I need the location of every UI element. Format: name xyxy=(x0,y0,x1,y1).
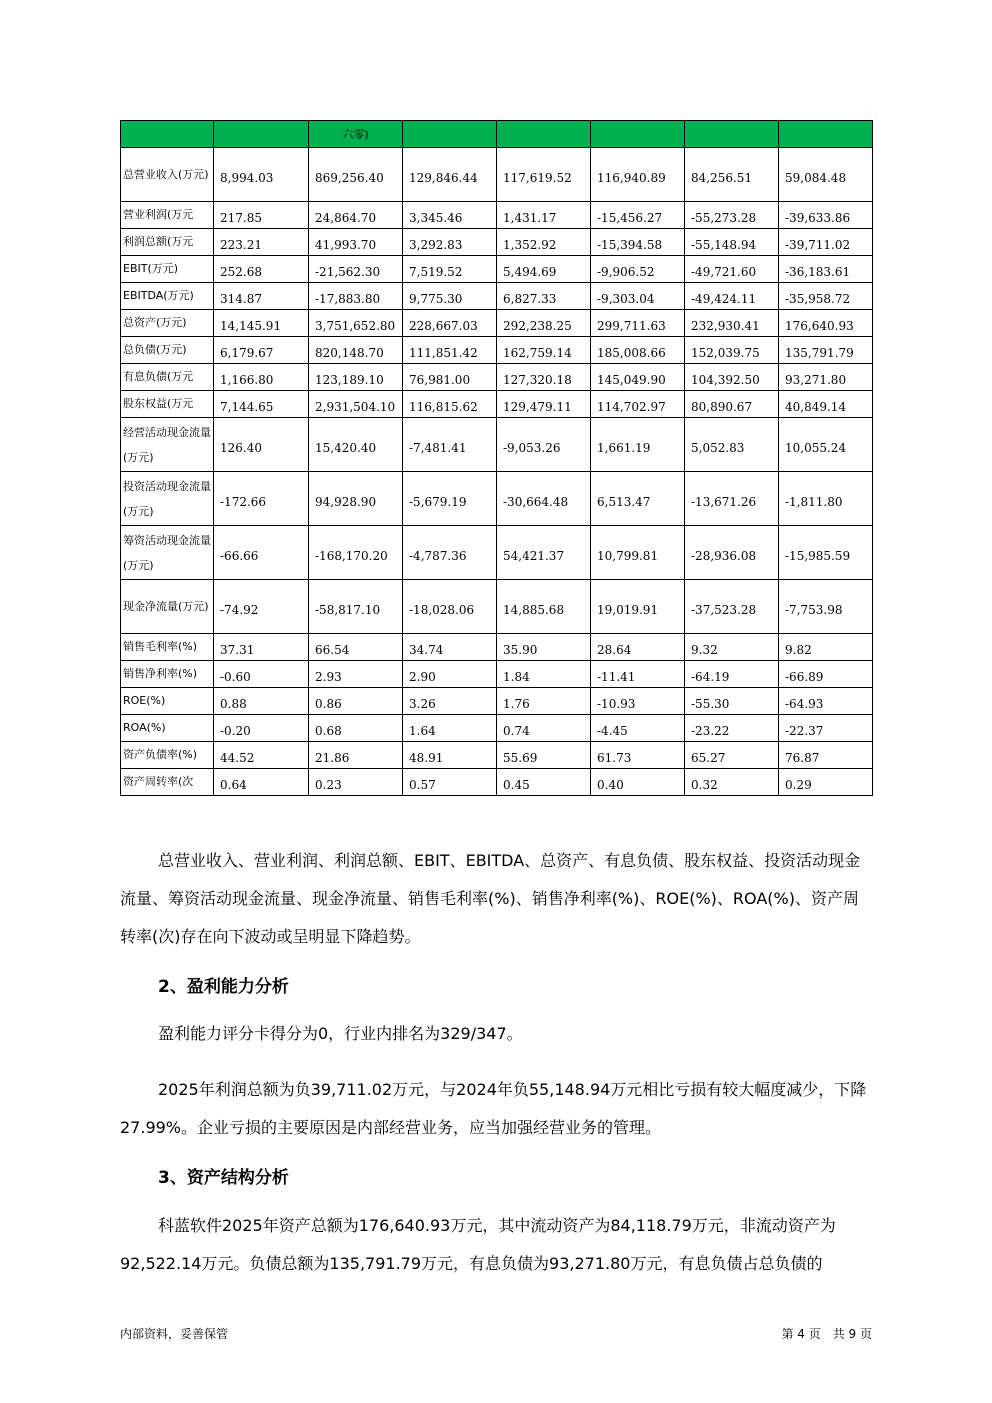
value-cell: 3.26 xyxy=(403,688,497,715)
value-cell: -0.20 xyxy=(214,715,309,742)
row-label: EBITDA(万元) xyxy=(121,283,214,310)
value-cell: 94,928.90 xyxy=(309,472,403,526)
row-label: 有息负债(万元 xyxy=(121,364,214,391)
value-cell: 34.74 xyxy=(403,634,497,661)
row-label: 总负债(万元) xyxy=(121,337,214,364)
value-cell: 41,993.70 xyxy=(309,229,403,256)
value-cell: 3,751,652.80 xyxy=(309,310,403,337)
row-label: 销售毛利率(%) xyxy=(121,634,214,661)
value-cell: 3,292.83 xyxy=(403,229,497,256)
value-cell: -4,787.36 xyxy=(403,526,497,580)
row-label: 资产周转率(次 xyxy=(121,769,214,796)
value-cell: 1,661.19 xyxy=(591,418,685,472)
section-2-paragraph-2: 2025年利润总额为负39,711.02万元，与2024年负55,148.94万元相比亏损有较大幅度减少，下降27.99%。企业亏损的主要原因是内部经营业务，应当加强经营业务的管理。 xyxy=(120,1080,867,1137)
value-cell: 0.74 xyxy=(497,715,591,742)
table-row xyxy=(121,310,873,337)
row-label: 营业利润(万元 xyxy=(121,202,214,229)
table-row xyxy=(121,715,873,742)
header-cell xyxy=(403,121,497,148)
value-cell: 8,994.03 xyxy=(214,148,309,202)
value-cell: 314.87 xyxy=(214,283,309,310)
value-cell: -0.60 xyxy=(214,661,309,688)
value-cell: 2.93 xyxy=(309,661,403,688)
value-cell: -49,721.60 xyxy=(685,256,779,283)
value-cell: 176,640.93 xyxy=(779,310,873,337)
value-cell: 5,494.69 xyxy=(497,256,591,283)
value-cell: -64.19 xyxy=(685,661,779,688)
value-cell: 252.68 xyxy=(214,256,309,283)
value-cell: -74.92 xyxy=(214,580,309,634)
value-cell: -18,028.06 xyxy=(403,580,497,634)
table-row xyxy=(121,661,873,688)
value-cell: 1.84 xyxy=(497,661,591,688)
row-label: 销售净利率(%) xyxy=(121,661,214,688)
value-cell: 65.27 xyxy=(685,742,779,769)
value-cell: -9,303.04 xyxy=(591,283,685,310)
value-cell: 116,940.89 xyxy=(591,148,685,202)
value-cell: 15,420.40 xyxy=(309,418,403,472)
footer-page-number: 第 4 页 共 9 页 xyxy=(781,1327,872,1341)
table-row xyxy=(121,580,873,634)
value-cell: -15,394.58 xyxy=(591,229,685,256)
value-cell: -49,424.11 xyxy=(685,283,779,310)
value-cell: 7,519.52 xyxy=(403,256,497,283)
value-cell: 54,421.37 xyxy=(497,526,591,580)
row-label: 利润总额(万元 xyxy=(121,229,214,256)
value-cell: 59,084.48 xyxy=(779,148,873,202)
value-cell: 117,619.52 xyxy=(497,148,591,202)
value-cell: 145,049.90 xyxy=(591,364,685,391)
value-cell: 0.86 xyxy=(309,688,403,715)
table-row xyxy=(121,148,873,202)
header-cell xyxy=(214,121,309,148)
value-cell: 223.21 xyxy=(214,229,309,256)
table-row xyxy=(121,202,873,229)
value-cell: 1,352.92 xyxy=(497,229,591,256)
table-row xyxy=(121,634,873,661)
value-cell: -58,817.10 xyxy=(309,580,403,634)
value-cell: 0.57 xyxy=(403,769,497,796)
value-cell: 129,846.44 xyxy=(403,148,497,202)
value-cell: 0.40 xyxy=(591,769,685,796)
value-cell: -39,711.02 xyxy=(779,229,873,256)
value-cell: -22.37 xyxy=(779,715,873,742)
value-cell: -1,811.80 xyxy=(779,472,873,526)
financial-table xyxy=(120,120,873,796)
table-row xyxy=(121,391,873,418)
header-cell xyxy=(591,121,685,148)
table-row xyxy=(121,418,873,472)
section-3-paragraph-1: 科蓝软件2025年资产总额为176,640.93万元，其中流动资产为84,118.79万元，非流动资产为92,522.14万元。负债总额为135,791.79万元，有息负债为93,271.80万元，有息负债占总负债的 xyxy=(120,1216,836,1273)
value-cell: -5,679.19 xyxy=(403,472,497,526)
value-cell: -168,170.20 xyxy=(309,526,403,580)
value-cell: -15,456.27 xyxy=(591,202,685,229)
value-cell: 127,320.18 xyxy=(497,364,591,391)
value-cell: 116,815.62 xyxy=(403,391,497,418)
table-row xyxy=(121,742,873,769)
table-row xyxy=(121,364,873,391)
value-cell: 104,392.50 xyxy=(685,364,779,391)
row-label: 总营业收入(万元) xyxy=(121,148,214,202)
value-cell: 44.52 xyxy=(214,742,309,769)
table-header-row xyxy=(121,121,873,148)
value-cell: -36,183.61 xyxy=(779,256,873,283)
value-cell: 111,851.42 xyxy=(403,337,497,364)
table-row xyxy=(121,283,873,310)
row-label: 筹资活动现金流量(万元) xyxy=(121,526,214,580)
footer-left-note: 内部资料，妥善保管 xyxy=(120,1327,229,1341)
value-cell: -11.41 xyxy=(591,661,685,688)
value-cell: -55,273.28 xyxy=(685,202,779,229)
value-cell: 37.31 xyxy=(214,634,309,661)
value-cell: -4.45 xyxy=(591,715,685,742)
value-cell: 9.82 xyxy=(779,634,873,661)
value-cell: 162,759.14 xyxy=(497,337,591,364)
value-cell: 0.45 xyxy=(497,769,591,796)
section-2-heading: 2、盈利能力分析 xyxy=(158,977,289,997)
value-cell: 1,431.17 xyxy=(497,202,591,229)
row-label: ROE(%) xyxy=(121,688,214,715)
value-cell: 28.64 xyxy=(591,634,685,661)
value-cell: 299,711.63 xyxy=(591,310,685,337)
value-cell: 6,513.47 xyxy=(591,472,685,526)
value-cell: -39,633.86 xyxy=(779,202,873,229)
value-cell: -9,053.26 xyxy=(497,418,591,472)
value-cell: 0.29 xyxy=(779,769,873,796)
value-cell: 0.88 xyxy=(214,688,309,715)
value-cell: -23.22 xyxy=(685,715,779,742)
row-label: 投资活动现金流量(万元) xyxy=(121,472,214,526)
value-cell: 61.73 xyxy=(591,742,685,769)
row-label: 现金净流量(万元) xyxy=(121,580,214,634)
value-cell: -66.89 xyxy=(779,661,873,688)
value-cell: 292,238.25 xyxy=(497,310,591,337)
row-label: EBIT(万元) xyxy=(121,256,214,283)
value-cell: -66.66 xyxy=(214,526,309,580)
value-cell: 1,166.80 xyxy=(214,364,309,391)
section-2-paragraph-1: 盈利能力评分卡得分为0，行业内排名为329/347。 xyxy=(158,1024,523,1043)
value-cell: -13,671.26 xyxy=(685,472,779,526)
value-cell: -17,883.80 xyxy=(309,283,403,310)
value-cell: 1.64 xyxy=(403,715,497,742)
header-cell xyxy=(121,121,214,148)
value-cell: 14,885.68 xyxy=(497,580,591,634)
value-cell: -55.30 xyxy=(685,688,779,715)
value-cell: -35,958.72 xyxy=(779,283,873,310)
value-cell: 0.64 xyxy=(214,769,309,796)
header-cell xyxy=(685,121,779,148)
value-cell: 869,256.40 xyxy=(309,148,403,202)
value-cell: 93,271.80 xyxy=(779,364,873,391)
value-cell: -15,985.59 xyxy=(779,526,873,580)
value-cell: 84,256.51 xyxy=(685,148,779,202)
value-cell: 232,930.41 xyxy=(685,310,779,337)
value-cell: 9,775.30 xyxy=(403,283,497,310)
table-row xyxy=(121,769,873,796)
value-cell: 21.86 xyxy=(309,742,403,769)
value-cell: 55.69 xyxy=(497,742,591,769)
value-cell: 10,799.81 xyxy=(591,526,685,580)
summary-paragraph: 总营业收入、营业利润、利润总额、EBIT、EBITDA、总资产、有息负债、股东权益、投资活动现金流量、筹资活动现金流量、现金净流量、销售毛利率(%)、销售净利率(%)、ROE(%)、ROA(%)、资产周转率(次)存在向下波动或呈明显下降趋势。 xyxy=(120,851,861,946)
value-cell: 35.90 xyxy=(497,634,591,661)
table-row xyxy=(121,256,873,283)
section-3-heading: 3、资产结构分析 xyxy=(158,1168,289,1188)
value-cell: -30,664.48 xyxy=(497,472,591,526)
value-cell: 0.32 xyxy=(685,769,779,796)
value-cell: 24,864.70 xyxy=(309,202,403,229)
value-cell: 48.91 xyxy=(403,742,497,769)
header-cell xyxy=(497,121,591,148)
value-cell: 228,667.03 xyxy=(403,310,497,337)
value-cell: 0.23 xyxy=(309,769,403,796)
table-row xyxy=(121,526,873,580)
row-label: 经营活动现金流量(万元) xyxy=(121,418,214,472)
value-cell: 820,148.70 xyxy=(309,337,403,364)
value-cell: 0.68 xyxy=(309,715,403,742)
value-cell: 3,345.46 xyxy=(403,202,497,229)
table-row xyxy=(121,472,873,526)
row-label: 股东权益(万元 xyxy=(121,391,214,418)
value-cell: 76,981.00 xyxy=(403,364,497,391)
value-cell: 76.87 xyxy=(779,742,873,769)
value-cell: -10.93 xyxy=(591,688,685,715)
value-cell: 185,008.66 xyxy=(591,337,685,364)
table-row xyxy=(121,337,873,364)
value-cell: 2.90 xyxy=(403,661,497,688)
table-row xyxy=(121,688,873,715)
header-cell xyxy=(779,121,873,148)
value-cell: -7,481.41 xyxy=(403,418,497,472)
value-cell: 9.32 xyxy=(685,634,779,661)
value-cell: 135,791.79 xyxy=(779,337,873,364)
value-cell: 5,052.83 xyxy=(685,418,779,472)
value-cell: 126.40 xyxy=(214,418,309,472)
value-cell: 217.85 xyxy=(214,202,309,229)
value-cell: 1.76 xyxy=(497,688,591,715)
value-cell: 19,019.91 xyxy=(591,580,685,634)
value-cell: 14,145.91 xyxy=(214,310,309,337)
value-cell: 66.54 xyxy=(309,634,403,661)
table-row xyxy=(121,229,873,256)
value-cell: 6,179.67 xyxy=(214,337,309,364)
value-cell: 152,039.75 xyxy=(685,337,779,364)
value-cell: -37,523.28 xyxy=(685,580,779,634)
value-cell: 10,055.24 xyxy=(779,418,873,472)
value-cell: -9,906.52 xyxy=(591,256,685,283)
header-cell: 六零) xyxy=(309,121,403,148)
value-cell: 7,144.65 xyxy=(214,391,309,418)
value-cell: 123,189.10 xyxy=(309,364,403,391)
row-label: ROA(%) xyxy=(121,715,214,742)
row-label: 总资产(万元) xyxy=(121,310,214,337)
value-cell: -7,753.98 xyxy=(779,580,873,634)
value-cell: -64.93 xyxy=(779,688,873,715)
value-cell: -21,562.30 xyxy=(309,256,403,283)
value-cell: 6,827.33 xyxy=(497,283,591,310)
value-cell: 2,931,504.10 xyxy=(309,391,403,418)
value-cell: 114,702.97 xyxy=(591,391,685,418)
value-cell: -28,936.08 xyxy=(685,526,779,580)
value-cell: -172.66 xyxy=(214,472,309,526)
value-cell: -55,148.94 xyxy=(685,229,779,256)
row-label: 资产负债率(%) xyxy=(121,742,214,769)
value-cell: 80,890.67 xyxy=(685,391,779,418)
value-cell: 129,479.11 xyxy=(497,391,591,418)
value-cell: 40,849.14 xyxy=(779,391,873,418)
